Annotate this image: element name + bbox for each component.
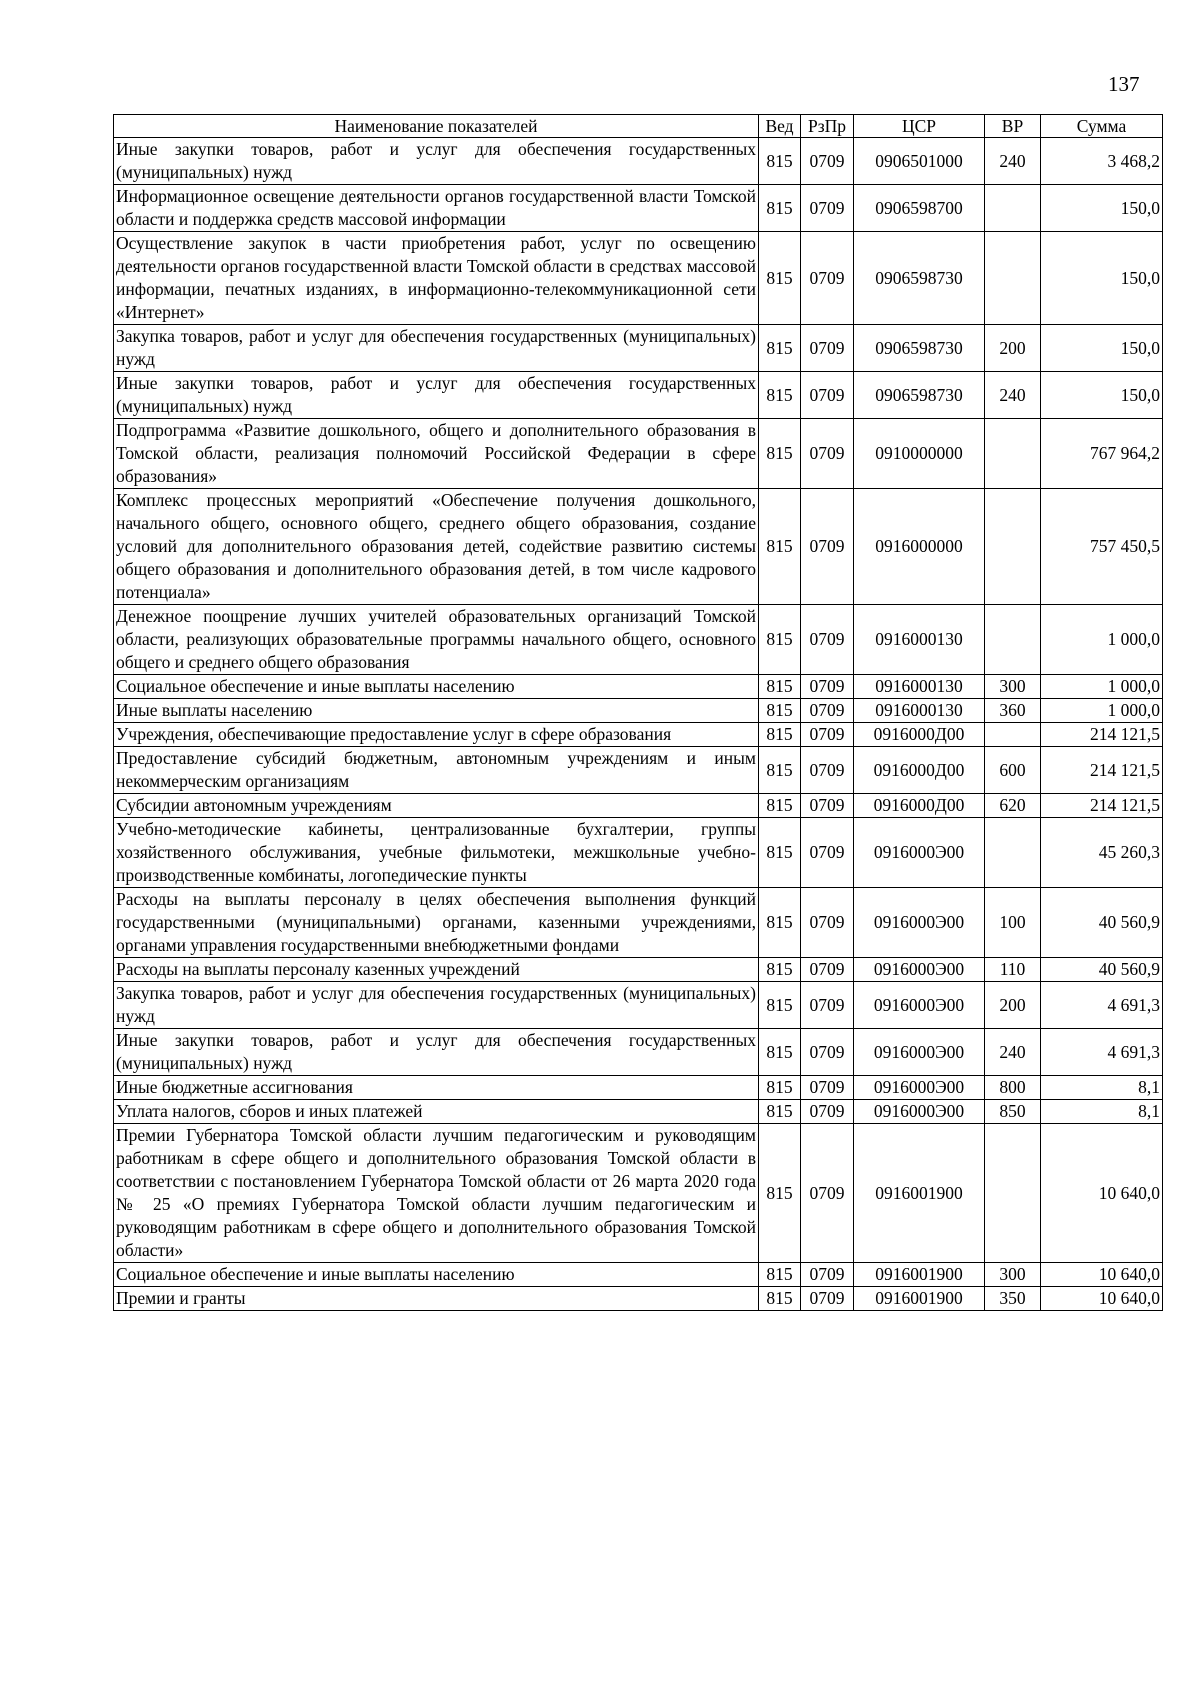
- csr-cell: 0916000130: [854, 605, 985, 675]
- column-header-csr: ЦСР: [854, 115, 985, 138]
- csr-cell: 0906598730: [854, 372, 985, 419]
- csr-cell: 0916000Д00: [854, 747, 985, 794]
- sum-cell: 150,0: [1041, 325, 1163, 372]
- sum-cell: 150,0: [1041, 372, 1163, 419]
- sum-cell: 214 121,5: [1041, 794, 1163, 818]
- name-cell: Закупка товаров, работ и услуг для обеспечения государственных (муниципальных) нужд: [114, 325, 759, 372]
- sum-cell: 10 640,0: [1041, 1287, 1163, 1311]
- table-row: [114, 982, 1163, 1029]
- table-row: [114, 888, 1163, 958]
- table-row: [114, 1124, 1163, 1263]
- name-cell: Комплекс процессных мероприятий «Обеспечение получения дошкольного, начального общего, основного общего, среднего общего образования, создание условий для дополнительного образования детей, содействие развитию системы общего образования и дополнительного образования детей, в том числе кадрового потенциала»: [114, 489, 759, 605]
- ved-cell: 815: [759, 1076, 801, 1100]
- vr-cell: 300: [985, 1263, 1041, 1287]
- csr-cell: 0916000000: [854, 489, 985, 605]
- csr-cell: 0916000Э00: [854, 888, 985, 958]
- sum-cell: 10 640,0: [1041, 1263, 1163, 1287]
- vr-cell: 240: [985, 372, 1041, 419]
- ved-cell: 815: [759, 888, 801, 958]
- sum-cell: 40 560,9: [1041, 888, 1163, 958]
- column-header-rzpr: РзПр: [801, 115, 854, 138]
- name-cell: Закупка товаров, работ и услуг для обеспечения государственных (муниципальных) нужд: [114, 982, 759, 1029]
- ved-cell: 815: [759, 605, 801, 675]
- vr-cell: 110: [985, 958, 1041, 982]
- name-cell: Иные закупки товаров, работ и услуг для обеспечения государственных (муниципальных) нужд: [114, 1029, 759, 1076]
- csr-cell: 0906501000: [854, 138, 985, 185]
- vr-cell: [985, 419, 1041, 489]
- rzpr-cell: 0709: [801, 605, 854, 675]
- table-row: [114, 675, 1163, 699]
- table-header-row: [114, 115, 1163, 138]
- table-row: [114, 1287, 1163, 1311]
- name-cell: Денежное поощрение лучших учителей образовательных организаций Томской области, реализующих образовательные программы начального общего, основного общего и среднего общего образования: [114, 605, 759, 675]
- name-cell: Субсидии автономным учреждениям: [114, 794, 759, 818]
- ved-cell: 815: [759, 818, 801, 888]
- table-row: [114, 1100, 1163, 1124]
- ved-cell: 815: [759, 723, 801, 747]
- table-row: [114, 723, 1163, 747]
- csr-cell: 0916001900: [854, 1263, 985, 1287]
- ved-cell: 815: [759, 1100, 801, 1124]
- name-cell: Предоставление субсидий бюджетным, автономным учреждениям и иным некоммерческим организациям: [114, 747, 759, 794]
- table-row: [114, 958, 1163, 982]
- rzpr-cell: 0709: [801, 1029, 854, 1076]
- rzpr-cell: 0709: [801, 1076, 854, 1100]
- csr-cell: 0916000Д00: [854, 723, 985, 747]
- csr-cell: 0906598700: [854, 185, 985, 232]
- column-header-sum: Сумма: [1041, 115, 1163, 138]
- vr-cell: [985, 232, 1041, 325]
- vr-cell: 240: [985, 1029, 1041, 1076]
- table-row: [114, 794, 1163, 818]
- rzpr-cell: 0709: [801, 794, 854, 818]
- table-row: [114, 699, 1163, 723]
- ved-cell: 815: [759, 1124, 801, 1263]
- ved-cell: 815: [759, 138, 801, 185]
- ved-cell: 815: [759, 1029, 801, 1076]
- budget-table: [113, 114, 1163, 1311]
- column-header-name: Наименование показателей: [114, 115, 759, 138]
- ved-cell: 815: [759, 794, 801, 818]
- ved-cell: 815: [759, 1263, 801, 1287]
- rzpr-cell: 0709: [801, 747, 854, 794]
- vr-cell: 200: [985, 982, 1041, 1029]
- table-row: [114, 232, 1163, 325]
- ved-cell: 815: [759, 232, 801, 325]
- name-cell: Расходы на выплаты персоналу казенных учреждений: [114, 958, 759, 982]
- vr-cell: 360: [985, 699, 1041, 723]
- rzpr-cell: 0709: [801, 1287, 854, 1311]
- ved-cell: 815: [759, 675, 801, 699]
- ved-cell: 815: [759, 372, 801, 419]
- table-row: [114, 1029, 1163, 1076]
- name-cell: Уплата налогов, сборов и иных платежей: [114, 1100, 759, 1124]
- sum-cell: 8,1: [1041, 1100, 1163, 1124]
- name-cell: Учреждения, обеспечивающие предоставление услуг в сфере образования: [114, 723, 759, 747]
- ved-cell: 815: [759, 958, 801, 982]
- sum-cell: 214 121,5: [1041, 747, 1163, 794]
- csr-cell: 0916001900: [854, 1287, 985, 1311]
- rzpr-cell: 0709: [801, 185, 854, 232]
- vr-cell: 300: [985, 675, 1041, 699]
- rzpr-cell: 0709: [801, 1263, 854, 1287]
- ved-cell: 815: [759, 419, 801, 489]
- rzpr-cell: 0709: [801, 675, 854, 699]
- rzpr-cell: 0709: [801, 325, 854, 372]
- rzpr-cell: 0709: [801, 958, 854, 982]
- vr-cell: [985, 1124, 1041, 1263]
- ved-cell: 815: [759, 185, 801, 232]
- sum-cell: 757 450,5: [1041, 489, 1163, 605]
- csr-cell: 0916000Э00: [854, 818, 985, 888]
- sum-cell: 40 560,9: [1041, 958, 1163, 982]
- table-row: [114, 1263, 1163, 1287]
- csr-cell: 0910000000: [854, 419, 985, 489]
- rzpr-cell: 0709: [801, 699, 854, 723]
- sum-cell: 150,0: [1041, 232, 1163, 325]
- vr-cell: 350: [985, 1287, 1041, 1311]
- name-cell: Иные закупки товаров, работ и услуг для обеспечения государственных (муниципальных) нужд: [114, 138, 759, 185]
- name-cell: Социальное обеспечение и иные выплаты населению: [114, 675, 759, 699]
- rzpr-cell: 0709: [801, 489, 854, 605]
- table-body: [114, 138, 1163, 1311]
- sum-cell: 150,0: [1041, 185, 1163, 232]
- ved-cell: 815: [759, 1287, 801, 1311]
- table-row: [114, 1076, 1163, 1100]
- page-number: 137: [1108, 72, 1140, 96]
- name-cell: Информационное освещение деятельности органов государственной власти Томской области и поддержка средств массовой информации: [114, 185, 759, 232]
- table-row: [114, 372, 1163, 419]
- rzpr-cell: 0709: [801, 138, 854, 185]
- sum-cell: 214 121,5: [1041, 723, 1163, 747]
- csr-cell: 0916000Э00: [854, 982, 985, 1029]
- csr-cell: 0916000130: [854, 675, 985, 699]
- rzpr-cell: 0709: [801, 232, 854, 325]
- name-cell: Социальное обеспечение и иные выплаты населению: [114, 1263, 759, 1287]
- rzpr-cell: 0709: [801, 419, 854, 489]
- vr-cell: [985, 605, 1041, 675]
- sum-cell: 10 640,0: [1041, 1124, 1163, 1263]
- ved-cell: 815: [759, 489, 801, 605]
- ved-cell: 815: [759, 982, 801, 1029]
- csr-cell: 0916000Э00: [854, 958, 985, 982]
- name-cell: Премии Губернатора Томской области лучшим педагогическим и руководящим работникам в сфере общего и дополнительного образования Томской области в соответствии с постановлением Губернатора Томской области от 26 марта 2020 года № 25 «О премиях Губернатора Томской области лучшим педагогическим и руководящим работникам в сфере общего и дополнительного образования Томской области»: [114, 1124, 759, 1263]
- rzpr-cell: 0709: [801, 1100, 854, 1124]
- ved-cell: 815: [759, 699, 801, 723]
- rzpr-cell: 0709: [801, 982, 854, 1029]
- table-row: [114, 138, 1163, 185]
- csr-cell: 0916001900: [854, 1124, 985, 1263]
- csr-cell: 0906598730: [854, 232, 985, 325]
- csr-cell: 0916000Э00: [854, 1029, 985, 1076]
- ved-cell: 815: [759, 747, 801, 794]
- vr-cell: 800: [985, 1076, 1041, 1100]
- rzpr-cell: 0709: [801, 372, 854, 419]
- sum-cell: 4 691,3: [1041, 982, 1163, 1029]
- sum-cell: 4 691,3: [1041, 1029, 1163, 1076]
- name-cell: Подпрограмма «Развитие дошкольного, общего и дополнительного образования в Томской области, реализация полномочий Российской Федерации в сфере образования»: [114, 419, 759, 489]
- vr-cell: 600: [985, 747, 1041, 794]
- name-cell: Премии и гранты: [114, 1287, 759, 1311]
- sum-cell: 1 000,0: [1041, 605, 1163, 675]
- table-row: [114, 818, 1163, 888]
- rzpr-cell: 0709: [801, 888, 854, 958]
- column-header-vr: ВР: [985, 115, 1041, 138]
- table-row: [114, 605, 1163, 675]
- sum-cell: 3 468,2: [1041, 138, 1163, 185]
- vr-cell: [985, 489, 1041, 605]
- name-cell: Учебно-методические кабинеты, централизованные бухгалтерии, группы хозяйственного обслуживания, учебные фильмотеки, межшкольные учебно-производственные комбинаты, логопедические пункты: [114, 818, 759, 888]
- csr-cell: 0916000Д00: [854, 794, 985, 818]
- table-row: [114, 489, 1163, 605]
- sum-cell: 8,1: [1041, 1076, 1163, 1100]
- vr-cell: 100: [985, 888, 1041, 958]
- ved-cell: 815: [759, 325, 801, 372]
- name-cell: Иные выплаты населению: [114, 699, 759, 723]
- vr-cell: 240: [985, 138, 1041, 185]
- sum-cell: 45 260,3: [1041, 818, 1163, 888]
- csr-cell: 0916000Э00: [854, 1100, 985, 1124]
- rzpr-cell: 0709: [801, 723, 854, 747]
- rzpr-cell: 0709: [801, 1124, 854, 1263]
- table-row: [114, 419, 1163, 489]
- csr-cell: 0916000130: [854, 699, 985, 723]
- sum-cell: 1 000,0: [1041, 699, 1163, 723]
- table-row: [114, 325, 1163, 372]
- sum-cell: 767 964,2: [1041, 419, 1163, 489]
- vr-cell: [985, 818, 1041, 888]
- column-header-ved: Вед: [759, 115, 801, 138]
- vr-cell: [985, 185, 1041, 232]
- sum-cell: 1 000,0: [1041, 675, 1163, 699]
- vr-cell: 200: [985, 325, 1041, 372]
- table-row: [114, 185, 1163, 232]
- name-cell: Осуществление закупок в части приобретения работ, услуг по освещению деятельности органов государственной власти Томской области в средствах массовой информации, печатных изданиях, в информационно-телекоммуникационной сети «Интернет»: [114, 232, 759, 325]
- rzpr-cell: 0709: [801, 818, 854, 888]
- csr-cell: 0916000Э00: [854, 1076, 985, 1100]
- name-cell: Иные бюджетные ассигнования: [114, 1076, 759, 1100]
- name-cell: Иные закупки товаров, работ и услуг для обеспечения государственных (муниципальных) нужд: [114, 372, 759, 419]
- csr-cell: 0906598730: [854, 325, 985, 372]
- vr-cell: 620: [985, 794, 1041, 818]
- vr-cell: [985, 723, 1041, 747]
- vr-cell: 850: [985, 1100, 1041, 1124]
- name-cell: Расходы на выплаты персоналу в целях обеспечения выполнения функций государственными (муниципальными) органами, казенными учреждениями, органами управления государственными внебюджетными фондами: [114, 888, 759, 958]
- table-row: [114, 747, 1163, 794]
